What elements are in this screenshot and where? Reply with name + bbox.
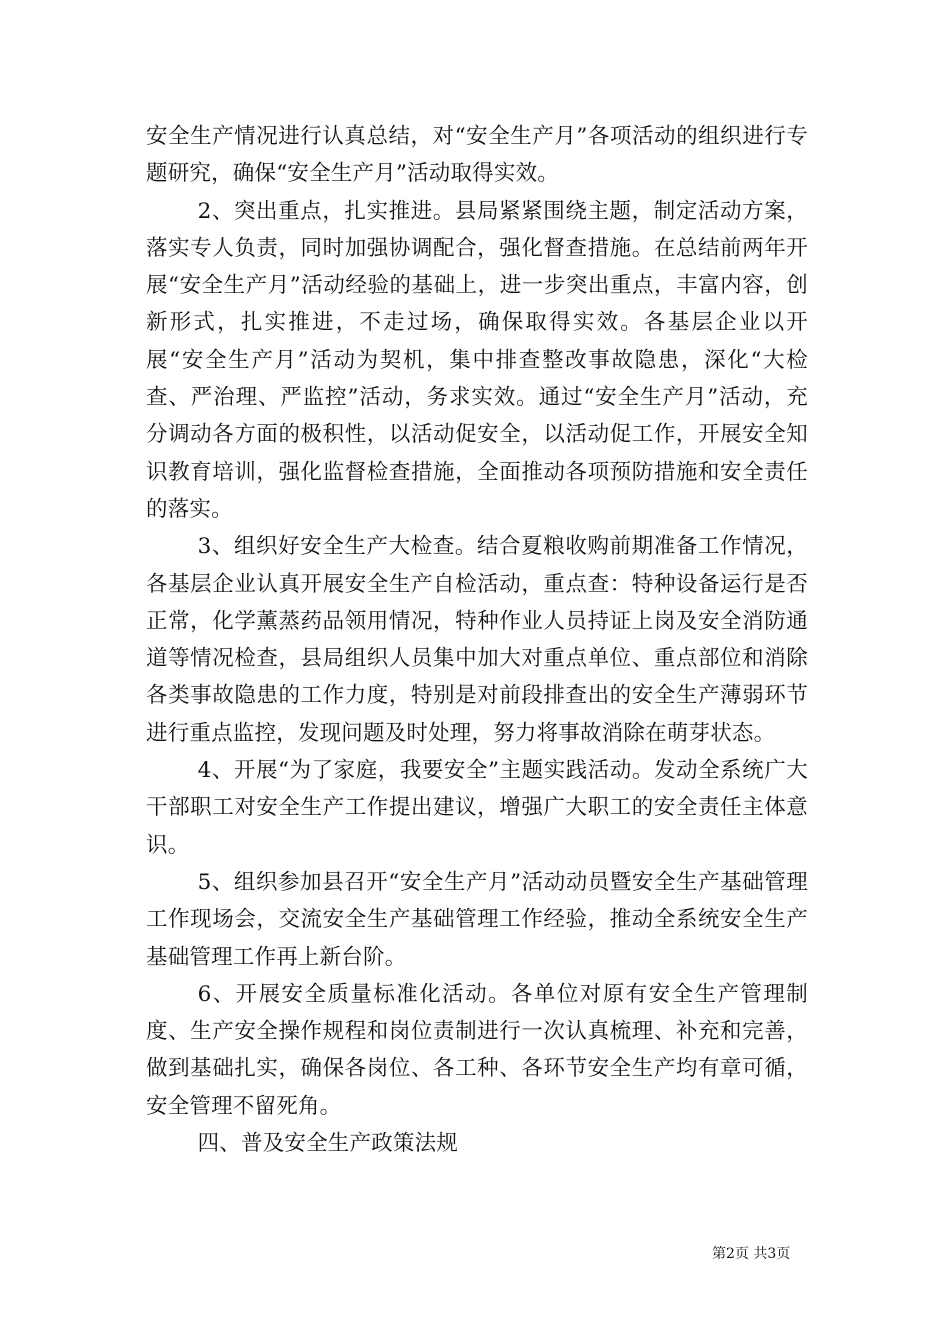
paragraph-item-4: 4、开展“为了家庭，我要安全”主题实践活动。发动全系统广大干部职工对安全生产工作提出建议，增强广大职工的安全责任主体意识。 (146, 758, 808, 858)
paragraph-item-2: 2、突出重点，扎实推进。县局紧紧围绕主题，制定活动方案，落实专人负责，同时加强协调配合，强化督查措施。在总结前两年开展“安全生产月”活动经验的基础上，进一步突出重点，丰富内容，创新形式，扎实推进，不走过场，确保取得实效。各基层企业以开展“安全生产月”活动为契机，集中排查整改事故隐患，深化“大检查、严治理、严监控”活动，务求实效。通过“安全生产月”活动，充分调动各方面的极积性，以活动促安全，以活动促工作，开展安全知识教育培训，强化监督检查措施，全面推动各项预防措施和安全责任的落实。 (146, 198, 808, 522)
page-number-footer: 第2页 共3页 (712, 1246, 791, 1262)
paragraph-continuation: 安全生产情况进行认真总结，对“安全生产月”各项活动的组织进行专题研究，确保“安全生产月”活动取得实效。 (146, 124, 808, 187)
paragraph-item-6: 6、开展安全质量标准化活动。各单位对原有安全生产管理制度、生产安全操作规程和岗位责制进行一次认真梳理、补充和完善，做到基础扎实，确保各岗位、各工种、各环节安全生产均有章可循，安全管理不留死角。 (146, 981, 808, 1119)
paragraph-item-3: 3、组织好安全生产大检查。结合夏粮收购前期准备工作情况，各基层企业认真开展安全生产自检活动，重点查：特种设备运行是否正常，化学薰蒸药品领用情况，特种作业人员持证上岗及安全消防通道等情况检查，县局组织人员集中加大对重点单位、重点部位和消除各类事故隐患的工作力度，特别是对前段排查出的安全生产薄弱环节进行重点监控，发现问题及时处理，努力将事故消除在萌芽状态。 (146, 534, 808, 746)
paragraph-item-5: 5、组织参加县召开“安全生产月”活动动员暨安全生产基础管理工作现场会，交流安全生产基础管理工作经验，推动全系统安全生产基础管理工作再上新台阶。 (146, 869, 808, 970)
section-heading-4: 四、普及安全生产政策法规 (197, 1131, 458, 1157)
document-body (146, 118, 808, 1162)
